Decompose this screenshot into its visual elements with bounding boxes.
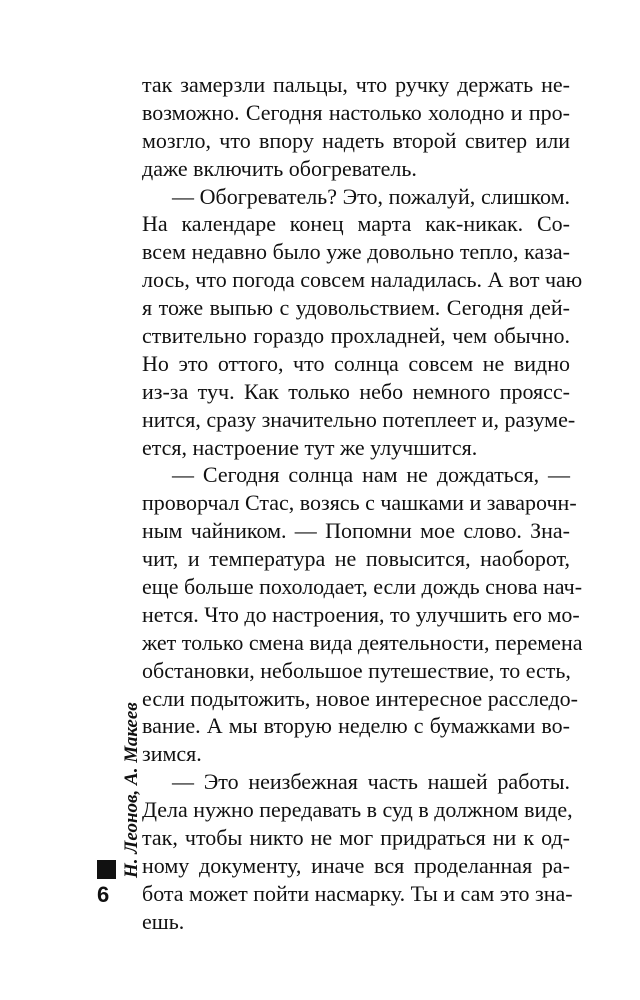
text-line: — Сегодня солнца нам не дождаться, —	[172, 462, 570, 488]
text-line: даже включить обогреватель.	[142, 155, 417, 181]
text-line: проворчал Стас, возясь с чашками и заварочн-	[142, 490, 577, 516]
text-line: чит, и температура не повысится, наоборот,	[142, 546, 570, 572]
text-line: всем недавно было уже довольно тепло, каза-	[142, 239, 570, 265]
text-line: если подытожить, новое интересное расследо-	[142, 685, 578, 711]
text-line: ствительно гораздо прохладней, чем обычно.	[142, 323, 570, 349]
text-line: ется, настроение тут же улучшится.	[142, 434, 478, 460]
text-line: так, чтобы никто не мог придраться ни к од-	[142, 825, 570, 851]
text-line: — Это неизбежная часть нашей работы.	[172, 769, 570, 795]
text-line: Дела нужно передавать в суд в должном виде,	[142, 797, 573, 823]
text-line: так замерзли пальцы, что ручку держать не-	[142, 72, 570, 97]
body-text	[142, 71, 583, 936]
text-line: ному документу, иначе вся проделанная ра-	[142, 852, 570, 878]
text-line: бота может пойти насмарку. Ты и сам это зна-	[142, 880, 573, 906]
text-line: зимся.	[142, 741, 202, 767]
text-line: лось, что погода совсем наладилась. А вот чаю	[142, 267, 583, 293]
text-line: обстановки, небольшое путешествие, то есть,	[142, 657, 571, 683]
page-number: 6	[97, 882, 110, 907]
running-head-author: Н. Леонов, А. Макеев	[121, 702, 142, 878]
text-line: из-за туч. Как только небо немного проясс-	[142, 378, 570, 404]
text-line: На календаре конец марта как-никак. Со-	[142, 211, 570, 237]
text-line: нится, сразу значительно потеплеет и, разуме-	[142, 406, 576, 432]
text-line: ешь.	[142, 908, 185, 934]
text-line: вание. А мы вторую неделю с бумажками во-	[142, 713, 570, 739]
text-line: Но это оттого, что солнца совсем не видно	[142, 350, 570, 376]
text-line: мозгло, что впору надеть второй свитер или	[142, 127, 570, 153]
text-line: жет только смена вида деятельности, перемена	[142, 629, 583, 655]
text-line: еще больше похолодает, если дождь снова нач-	[142, 574, 583, 600]
text-line: нется. Что до настроения, то улучшить его мо-	[142, 601, 580, 627]
text-line: ным чайником. — Попомни мое слово. Зна-	[142, 518, 570, 544]
text-line: возможно. Сегодня настолько холодно и про-	[142, 99, 570, 125]
running-head-square-mark	[97, 860, 116, 879]
text-line: я тоже выпью с удовольствием. Сегодня дей-	[142, 295, 570, 321]
text-line: — Обогреватель? Это, пожалуй, слишком.	[172, 183, 570, 209]
